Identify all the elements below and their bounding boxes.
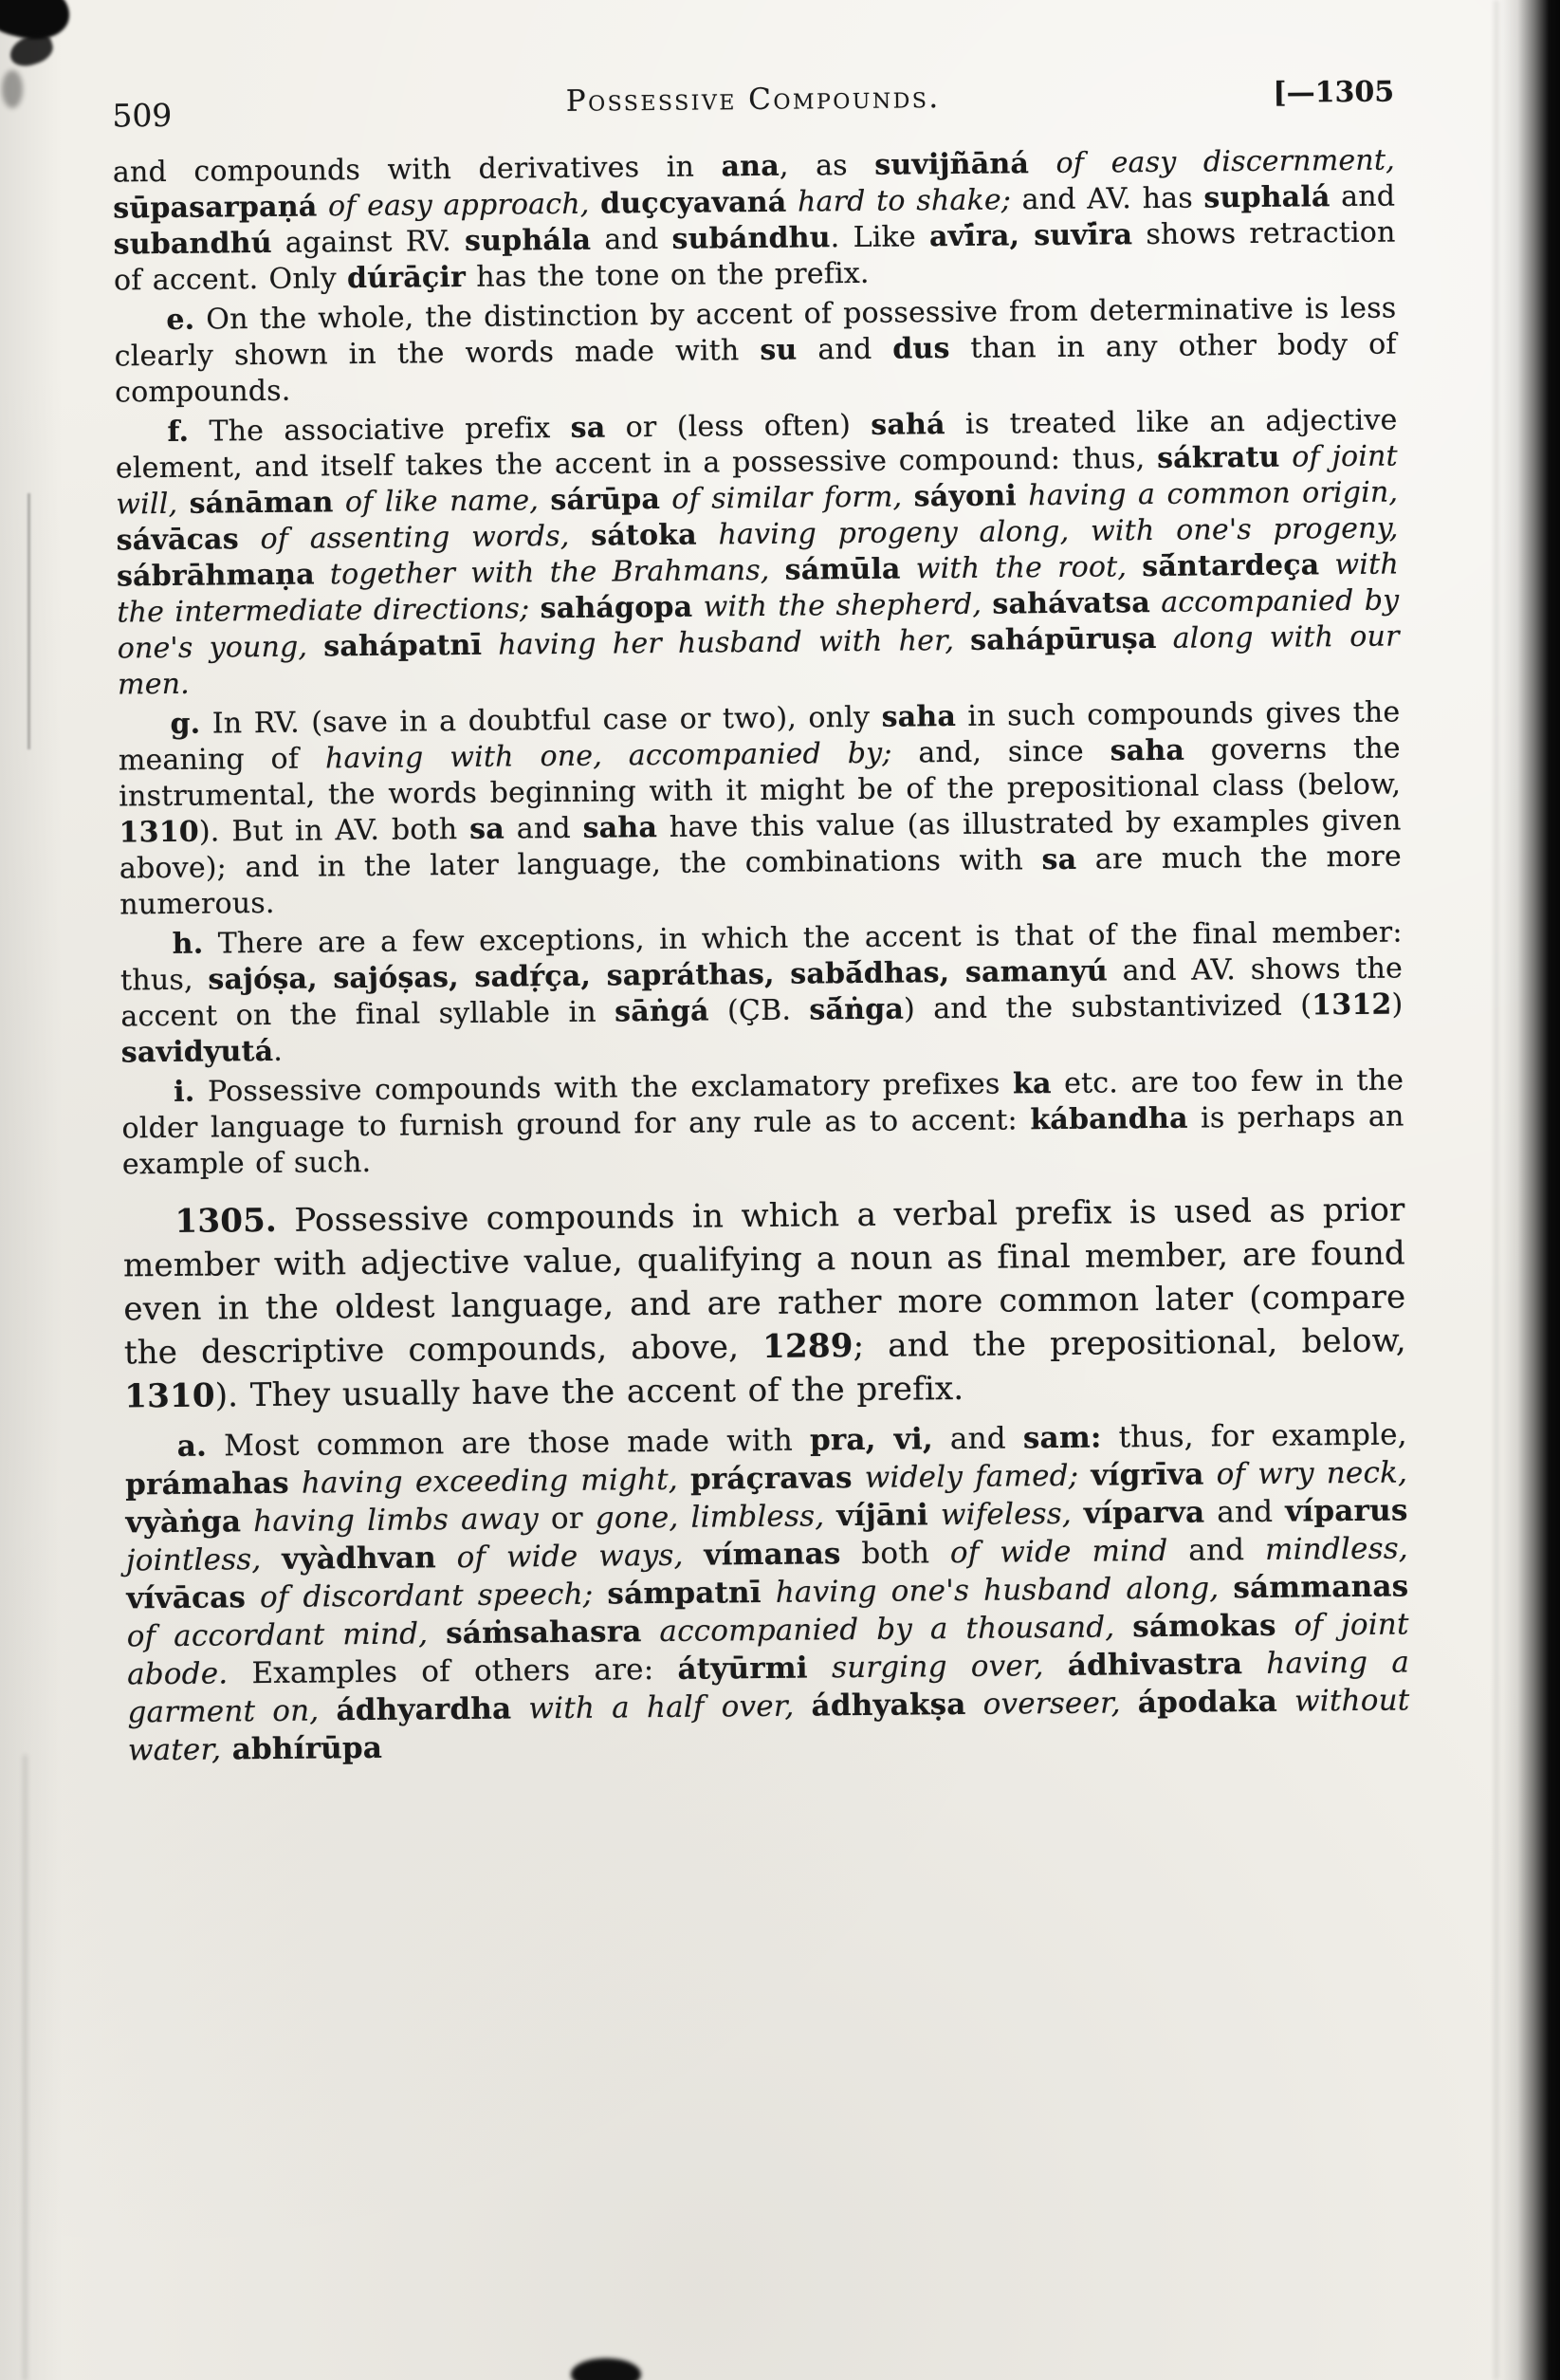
scan-streak-left-lower: [23, 1755, 28, 2380]
text-segment: along with our men.: [117, 619, 1400, 702]
text-segment: [1219, 1571, 1233, 1605]
text-segment: g.: [170, 707, 201, 741]
text-segment: and AV. shows the accent on the final syllable in: [120, 951, 1404, 1034]
text-segment: víparva: [1083, 1495, 1205, 1531]
text-segment: mindless,: [1264, 1531, 1409, 1567]
text-segment: of similar form,: [659, 480, 903, 516]
text-segment: ápodaka: [1137, 1684, 1278, 1721]
text-segment: víparus: [1285, 1493, 1408, 1529]
text-segment: 1310: [119, 815, 200, 850]
text-segment: sátoka: [591, 518, 698, 553]
text-segment: sámpatnī: [607, 1575, 762, 1612]
text-segment: [177, 488, 190, 521]
text-segment: sárūpa: [550, 482, 661, 518]
text-segment: shows retraction of accent. Only: [113, 215, 1396, 298]
text-segment: surging over,: [807, 1649, 1044, 1686]
text-segment: sánāman: [189, 486, 334, 521]
text-segment: 1312: [1312, 987, 1392, 1023]
text-segment: saha: [881, 699, 957, 734]
text-segment: Most common are those made with: [206, 1423, 811, 1464]
text-segment: sa: [570, 411, 606, 445]
text-segment: [824, 1499, 836, 1533]
text-segment: ádhivastra: [1067, 1647, 1243, 1683]
text-segment: of joint abode.: [126, 1607, 1409, 1692]
text-segment: etc. are too few in the older language to furnish ground for any rule as to accent:: [121, 1063, 1404, 1146]
text-segment: ; and the prepositional, below,: [853, 1321, 1406, 1366]
text-segment: ádhyakṣa: [811, 1687, 966, 1724]
text-segment: is perhaps an example of such.: [121, 1099, 1404, 1182]
text-block: [113, 143, 1410, 1770]
text-segment: f.: [167, 415, 190, 449]
text-segment: hard to shake;: [786, 183, 1012, 219]
text-segment: sam:: [1022, 1420, 1102, 1456]
text-segment: having with one, accompanied by;: [324, 736, 892, 776]
text-segment: in such compounds gives the meaning of: [118, 695, 1401, 778]
text-segment: have this value (as illustrated by examples given above); and in the later language, the combinations with: [119, 803, 1402, 886]
text-segment: vívācas: [126, 1580, 247, 1616]
text-segment: of assenting words,: [238, 519, 570, 557]
text-segment: [221, 1732, 232, 1766]
text-segment: subándhu: [671, 221, 831, 256]
para-g: [118, 694, 1402, 923]
page-number: 509: [112, 96, 173, 135]
text-segment: [1114, 1610, 1132, 1644]
text-segment: of easy discernment,: [1028, 143, 1396, 181]
text-segment: su: [760, 333, 798, 367]
text-segment: of wry neck,: [1203, 1455, 1408, 1492]
text-segment: Possessive compounds in which a verbal prefix is used as prior member with adjective value, qualifying a noun as final member, are found even in the oldest language, and are rather more common later (compare the descriptive compounds, above,: [122, 1190, 1406, 1373]
text-segment: [1121, 1686, 1138, 1720]
text-segment: governs the instrumental, the words beginning with it might be of the prepositional class (below,: [119, 731, 1402, 814]
scan-stain-top-left-2: [6, 30, 56, 71]
scan-streak-left: [28, 493, 30, 749]
text-segment: of joint will,: [116, 439, 1399, 522]
text-segment: [529, 592, 541, 625]
text-segment: are much the more numerous.: [119, 839, 1403, 922]
text-segment: sahávatsa: [992, 586, 1151, 621]
text-segment: sahápūruṣa: [970, 621, 1157, 657]
text-segment: having limbs away: [241, 1502, 540, 1540]
para-1305: [122, 1188, 1406, 1418]
text-segment: [683, 1539, 704, 1573]
text-segment: wifeless,: [927, 1496, 1073, 1533]
text-segment: pra, vi,: [809, 1422, 934, 1458]
text-segment: ana: [721, 149, 780, 184]
text-segment: having a garment on,: [127, 1645, 1410, 1730]
text-segment: having her husband with her,: [481, 623, 955, 662]
text-segment: sahápatnī: [323, 628, 483, 664]
para-e: [114, 291, 1397, 412]
text-segment: and, since: [891, 734, 1110, 770]
para-1305a: [125, 1415, 1410, 1769]
text-segment: suphála: [464, 223, 592, 258]
text-segment: overseer,: [965, 1686, 1121, 1722]
text-segment: (ÇB.: [708, 993, 810, 1028]
para-i: [121, 1062, 1404, 1183]
text-segment: Examples of others are:: [228, 1651, 678, 1691]
text-segment: or (less often): [605, 408, 872, 445]
text-segment: [678, 1463, 690, 1497]
text-segment: with a half over,: [511, 1688, 795, 1726]
text-segment: 1310: [124, 1376, 215, 1416]
text-segment: sábrāhmaṇa: [116, 558, 315, 594]
text-segment: and: [1204, 1494, 1286, 1530]
text-segment: of easy approach,: [317, 187, 590, 224]
text-segment: sámmanas: [1233, 1569, 1409, 1606]
text-segment: gone, limbless,: [595, 1499, 825, 1536]
text-segment: [1043, 1649, 1068, 1683]
para-h: [120, 914, 1404, 1071]
text-segment: duçcyavaná: [599, 185, 787, 221]
text-segment: sūpasarpaṇá: [113, 190, 318, 226]
text-segment: accompanied by one's young,: [117, 583, 1400, 666]
text-segment: and: [504, 811, 583, 846]
text-segment: or: [538, 1501, 596, 1537]
text-segment: sā́ṅga: [809, 992, 905, 1027]
text-segment: sáṁsahasra: [446, 1614, 642, 1651]
text-segment: sámūla: [784, 552, 901, 587]
text-segment: sahá: [871, 408, 945, 442]
text-segment: In RV. (save in a doubtful case or two), only: [200, 700, 882, 741]
text-segment: e.: [166, 303, 195, 337]
text-segment: ) and the substantivized (: [903, 988, 1312, 1026]
text-segment: both: [840, 1536, 951, 1572]
text-segment: jointless,: [125, 1542, 262, 1578]
text-segment: of accordant mind,: [126, 1616, 429, 1654]
text-segment: of wide mind: [949, 1533, 1168, 1571]
text-segment: with the intermediate directions;: [117, 547, 1400, 630]
text-segment: víjāni: [836, 1498, 929, 1534]
text-segment: prámahas: [125, 1466, 290, 1503]
text-segment: ): [1391, 987, 1404, 1022]
text-segment: with the shepherd,: [692, 587, 982, 624]
text-segment: sā́ntardeça: [1142, 548, 1320, 584]
text-segment: suvijñāná: [874, 147, 1030, 182]
text-segment: [589, 188, 600, 221]
text-segment: and: [797, 332, 893, 367]
text-segment: [1072, 1497, 1084, 1531]
text-segment: subandhú: [113, 226, 272, 262]
text-segment: thus, for example,: [1101, 1417, 1407, 1455]
text-segment: has the tone on the prefix.: [465, 256, 870, 294]
text-segment: having one's husband along,: [761, 1571, 1220, 1610]
text-segment: having progeny along, with one's progeny,: [696, 511, 1399, 552]
text-segment: [1127, 550, 1142, 583]
text-segment: kábandha: [1030, 1101, 1188, 1137]
text-segment: átyūrmi: [677, 1651, 808, 1687]
section-reference: [—1305: [1273, 75, 1395, 110]
text-segment: sákratu: [1156, 440, 1280, 475]
text-segment: h.: [172, 927, 204, 961]
para-continuation: [113, 143, 1396, 300]
text-segment: ka: [1012, 1067, 1052, 1101]
text-segment: sa: [469, 812, 505, 846]
text-segment: with the root,: [900, 550, 1128, 586]
text-segment: . Like: [830, 220, 930, 255]
text-segment: saha: [1110, 733, 1185, 768]
text-segment: The associative prefix: [189, 411, 571, 449]
running-title: Possessive Compounds.: [565, 81, 941, 119]
text-segment: avī́ra, suvī́ra: [928, 218, 1133, 254]
text-segment: [307, 630, 323, 663]
text-segment: [1078, 1459, 1091, 1493]
text-segment: On the whole, the distinction by accent of possessive from determinative is less clearly shown in the words made with: [114, 291, 1397, 374]
text-segment: sahágopa: [540, 590, 693, 626]
text-segment: .: [273, 1034, 284, 1068]
scan-stain-top-left-3: [2, 70, 23, 108]
text-segment: a.: [176, 1429, 208, 1464]
text-segment: sáyoni: [913, 479, 1018, 514]
text-segment: [261, 1542, 282, 1577]
text-segment: accompanied by a thousand,: [641, 1610, 1115, 1650]
text-segment: ). They usually have the accent of the prefix.: [214, 1369, 964, 1415]
text-segment: vyàṅga: [125, 1504, 242, 1541]
text-segment: and AV. has: [1010, 181, 1204, 217]
text-segment: and: [591, 222, 672, 257]
page-content: [112, 74, 1410, 1770]
text-segment: [319, 1693, 336, 1727]
text-segment: vígrīva: [1091, 1457, 1204, 1493]
text-segment: práçravas: [689, 1461, 853, 1497]
text-segment: , as: [779, 148, 875, 183]
text-segment: [569, 520, 591, 553]
text-segment: than in any other body of compounds.: [114, 327, 1397, 410]
text-segment: Possessive compounds with the exclamatory prefixes: [194, 1067, 1014, 1109]
text-segment: 1305.: [174, 1201, 278, 1241]
text-segment: of discordant speech;: [245, 1577, 594, 1615]
text-segment: and compounds with derivatives in: [112, 150, 722, 190]
text-segment: [769, 554, 784, 587]
text-segment: sámokas: [1132, 1608, 1276, 1645]
text-segment: i.: [174, 1075, 195, 1109]
text-segment: 1289: [762, 1327, 853, 1366]
text-segment: vímanas: [704, 1537, 841, 1573]
text-segment: saha: [582, 811, 658, 845]
text-segment: having exceeding might,: [288, 1462, 679, 1501]
text-segment: vyàdhvan: [282, 1541, 437, 1577]
text-segment: together with the Brahmans,: [314, 553, 770, 592]
para-f: [115, 402, 1400, 703]
text-segment: [982, 588, 993, 621]
text-segment: dus: [892, 332, 950, 366]
text-segment: [954, 624, 970, 657]
text-segment: sávācas: [116, 523, 239, 558]
text-segment: and: [1167, 1532, 1266, 1568]
text-segment: is treated like an adjective element, and itself takes the accent in a possessive compound: thus,: [115, 403, 1398, 486]
text-segment: of like name,: [333, 484, 540, 520]
text-segment: ádhyardha: [336, 1691, 512, 1728]
text-segment: [428, 1616, 446, 1651]
text-segment: and: [1330, 179, 1396, 214]
text-segment: and: [932, 1421, 1024, 1457]
text-segment: savidyutá: [120, 1034, 274, 1070]
text-segment: widely famed;: [852, 1458, 1079, 1496]
text-segment: against RV.: [271, 224, 466, 260]
scan-smudge-bottom: [571, 2358, 641, 2380]
text-segment: sa: [1041, 842, 1077, 877]
text-segment: sāṅgá: [614, 994, 709, 1029]
text-segment: sajóṣa, sajóṣas, sadṛ́ça, sapráthas, sabā́dhas, samanyú: [208, 954, 1109, 997]
text-segment: [539, 484, 551, 517]
text-segment: [902, 480, 914, 513]
text-segment: There are a few exceptions, in which the accent is that of the final member: thus,: [119, 915, 1403, 998]
text-segment: of wide ways,: [435, 1538, 684, 1576]
text-segment: [794, 1688, 811, 1723]
text-segment: [593, 1577, 607, 1612]
text-segment: having a common origin,: [1016, 475, 1399, 513]
text-segment: dúrāçir: [346, 260, 467, 296]
text-segment: abhírūpa: [231, 1730, 383, 1767]
page-edge-shadow-right: [1499, 0, 1560, 2380]
text-segment: suphalá: [1203, 180, 1331, 215]
text-segment: without water,: [127, 1683, 1410, 1768]
text-segment: ). But in AV. both: [198, 812, 470, 849]
page-header: [112, 74, 1395, 135]
